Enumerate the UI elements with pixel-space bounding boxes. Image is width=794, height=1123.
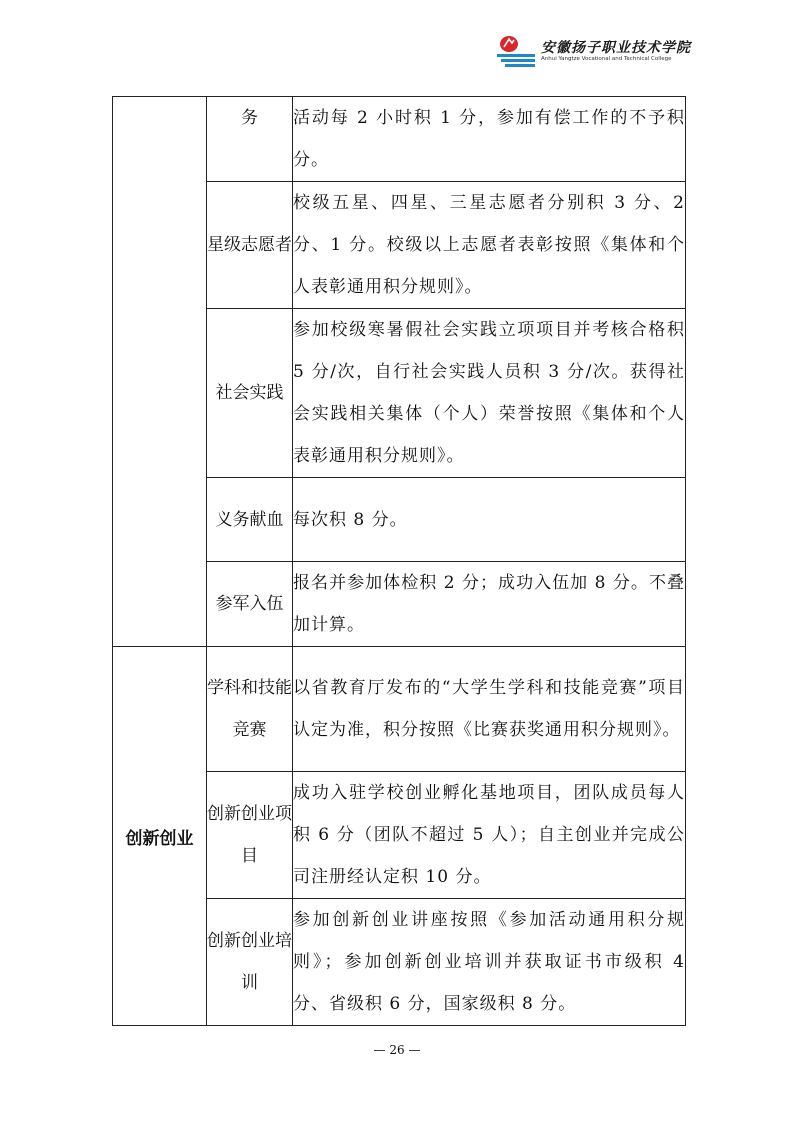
item-cell: 创新创业培训 <box>207 899 293 1026</box>
item-cell: 社会实践 <box>207 309 293 478</box>
page-number: — 26 — <box>373 1043 421 1057</box>
item-cell: 创新创业项目 <box>207 772 293 899</box>
description-cell: 以省教育厅发布的“大学生学科和技能竞赛”项目认定为准，积分按照《比赛获奖通用积分规则》。 <box>293 647 686 772</box>
item-cell: 义务献血 <box>207 478 293 562</box>
item-cell: 参军入伍 <box>207 562 293 647</box>
college-name-en: Anhui Yangtze Vocational and Technical College <box>541 56 672 62</box>
table-row <box>113 97 686 182</box>
description-cell: 参加校级寒暑假社会实践立项项目并考核合格积 5 分/次，自行社会实践人员积 3 分/次。获得社会实践相关集体（个人）荣誉按照《集体和个人表彰通用积分规则》。 <box>293 309 686 478</box>
description-cell: 活动每 2 小时积 1 分，参加有偿工作的不予积分。 <box>293 97 686 182</box>
item-cell: 学科和技能竞赛 <box>207 647 293 772</box>
college-header-logo <box>497 34 691 68</box>
item-cell: 星级志愿者 <box>207 182 293 309</box>
item-cell: 务 <box>207 97 293 182</box>
description-cell: 参加创新创业讲座按照《参加活动通用积分规则》；参加创新创业培训并获取证书市级积 4 分、省级积 6 分，国家级积 8 分。 <box>293 899 686 1026</box>
description-cell: 每次积 8 分。 <box>293 478 686 562</box>
category-cell <box>113 97 207 647</box>
description-cell: 校级五星、四星、三星志愿者分别积 3 分、2 分、1 分。校级以上志愿者表彰按照《集体和个人表彰通用积分规则》。 <box>293 182 686 309</box>
points-rules-table <box>112 96 686 1026</box>
table-row <box>113 647 686 772</box>
description-cell: 成功入驻学校创业孵化基地项目，团队成员每人积 6 分（团队不超过 5 人）；自主创业并完成公司注册经认定积 10 分。 <box>293 772 686 899</box>
category-cell: 创新创业 <box>113 647 207 1026</box>
description-cell: 报名并参加体检积 2 分；成功入伍加 8 分。不叠加计算。 <box>293 562 686 647</box>
college-logo-icon <box>497 34 535 68</box>
college-name-cn: 安徽扬子职业技术学院 <box>541 40 691 56</box>
